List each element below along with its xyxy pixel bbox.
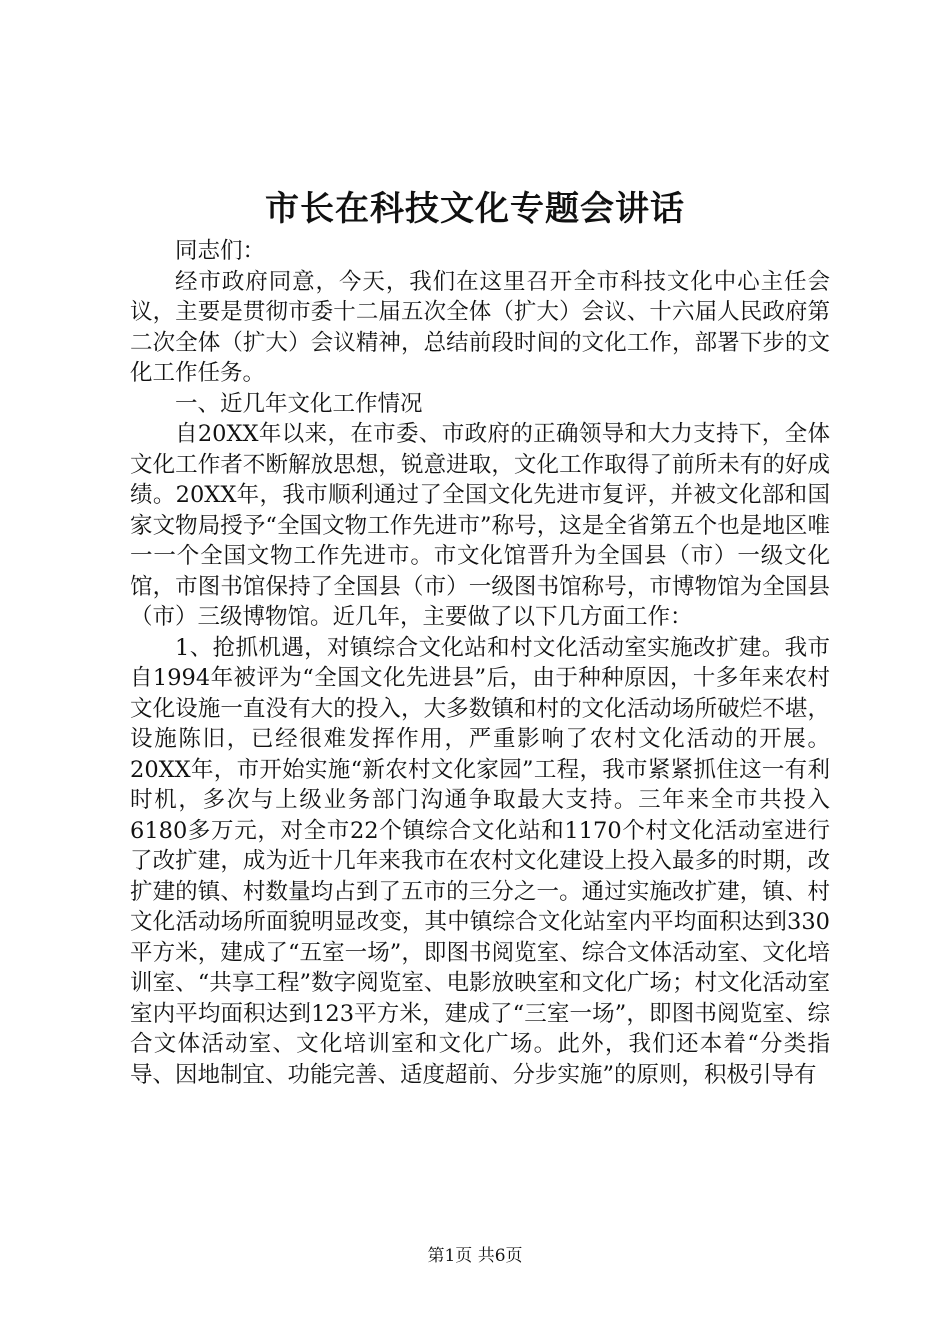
- section-heading: 一、近几年文化工作情况: [175, 390, 423, 417]
- document-title: 市长在科技文化专题会讲话: [265, 189, 685, 229]
- page-footer: 第1页 共6页: [427, 1246, 523, 1266]
- document-body: [130, 236, 830, 1090]
- paragraph-item-1: 1、抢抓机遇，对镇综合文化站和村文化活动室实施改扩建。我市自1994年被评为“全国文化先进县”后，由于种种原因，十多年来农村文化设施一直没有大的投入，大多数镇和村的文化活动场所破烂不堪，设施陈旧，已经很难发挥作用，严重影响了农村文化活动的开展。20XX年，市开始实施“新农村文化家园”工程，我市紧紧抓住这一有利时机，多次与上级业务部门沟通争取最大支持。三年来全市共投入6180多万元，对全市22个镇综合文化站和1170个村文化活动室进行了改扩建，成为近十几年来我市在农村文化建设上投入最多的时期，改扩建的镇、村数量均占到了五市的三分之一。通过实施改扩建，镇、村文化活动场所面貌明显改变，其中镇综合文化站室内平均面积达到330平方米，建成了“五室一场”，即图书阅览室、综合文体活动室、文化培训室、“共享工程”数字阅览室、电影放映室和文化广场；村文化活动室室内平均面积达到123平方米，建成了“三室一场”，即图书阅览室、综合文体活动室、文化培训室和文化广场。此外，我们还本着“分类指导、因地制宜、功能完善、适度超前、分步实施”的原则，积极引导有: [130, 634, 830, 1088]
- salutation: 同志们：: [175, 238, 266, 264]
- paragraph-overview: 自20XX年以来，在市委、市政府的正确领导和大力支持下，全体文化工作者不断解放思想，锐意进取，文化工作取得了前所未有的好成绩。20XX年，我市顺利通过了全国文化先进市复评，并被文化部和国家文物局授予“全国文物工作先进市”称号，这是全省第五个也是地区唯一一个全国文物工作先进市。市文化馆晋升为全国县（市）一级文化馆，市图书馆保持了全国县（市）一级图书馆称号，市博物馆为全国县（市）三级博物馆。近几年，主要做了以下几方面工作：: [130, 421, 830, 630]
- paragraph-intro: 经市政府同意，今天，我们在这里召开全市科技文化中心主任会议，主要是贯彻市委十二届五次全体（扩大）会议、十六届人民政府第二次全体（扩大）会议精神，总结前段时间的文化工作，部署下步的文化工作任务。: [130, 268, 830, 386]
